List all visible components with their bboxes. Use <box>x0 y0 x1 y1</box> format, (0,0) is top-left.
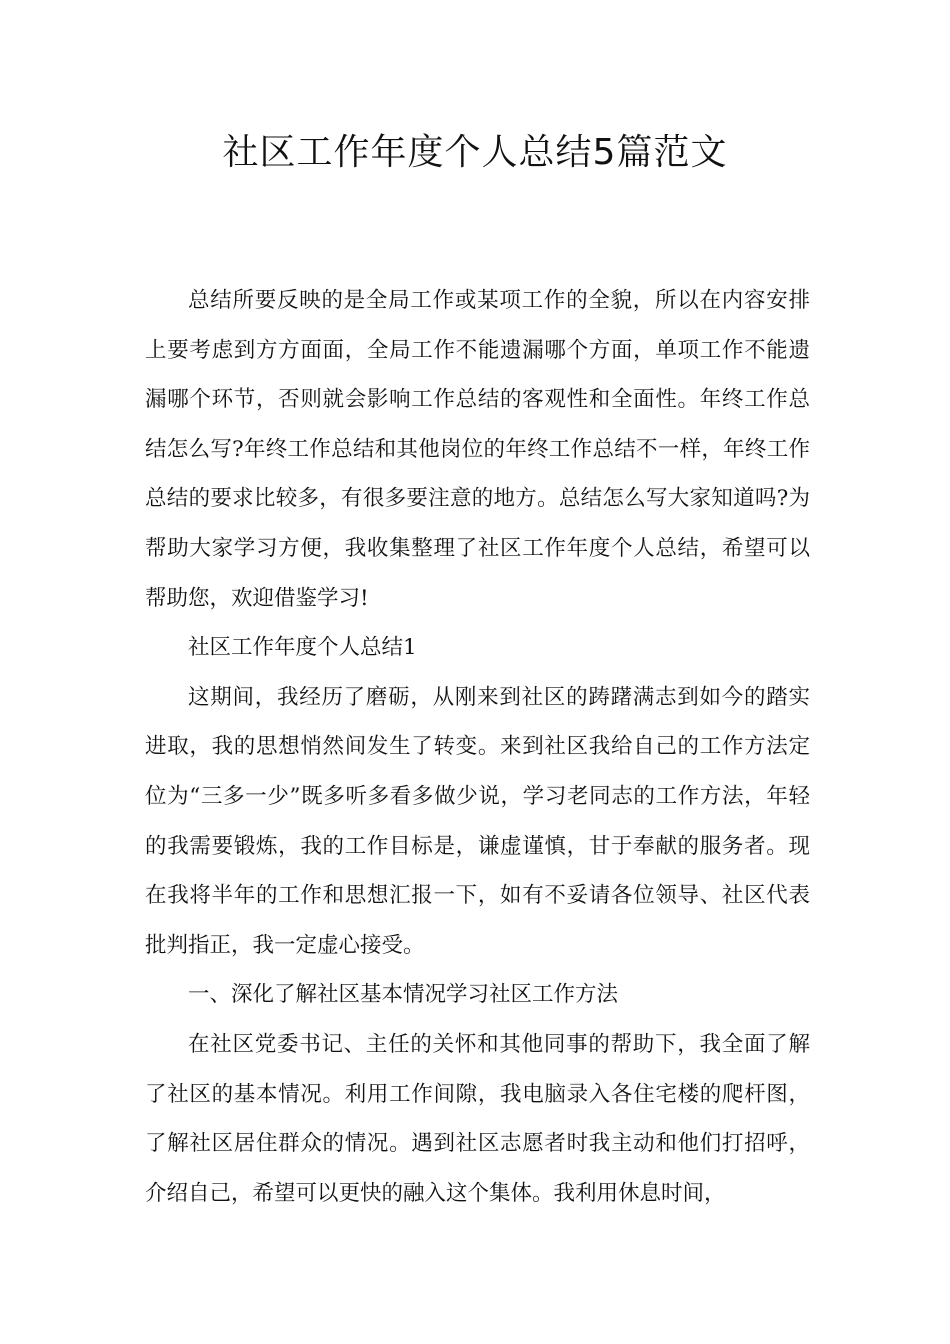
subsection-heading-1: 一、深化了解社区基本情况学习社区工作方法 <box>188 982 619 1008</box>
intro-paragraph: 总结所要反映的是全局工作或某项工作的全貌，所以在内容安排上要考虑到方方面面，全局工作不能遗漏哪个方面，单项工作不能遗漏哪个环节，否则就会影响工作总结的客观性和全面性。年终工作总结怎么写?年终工作总结和其他岗位的年终工作总结不一样，年终工作总结的要求比较多，有很多要注意的地方。总结怎么写大家知道吗?为帮助大家学习方便，我收集整理了社区工作年度个人总结，希望可以帮助您，欢迎借鉴学习! <box>145 288 810 611</box>
summary-1-paragraph: 这期间，我经历了磨砺，从刚来到社区的踌躇满志到如今的踏实进取，我的思想悄然间发生了转变。来到社区我给自己的工作方法定位为“三多一少”既多听多看多做少说，学习老同志的工作方法，年轻的我需要锻炼，我的工作目标是，谦虚谨慎，甘于奉献的服务者。现在我将半年的工作和思想汇报一下，如有不妥请各位领导、社区代表批判指正，我一定虚心接受。 <box>145 684 810 958</box>
subsection-1-paragraph: 在社区党委书记、主任的关怀和其他同事的帮助下，我全面了解了社区的基本情况。利用工作间隙，我电脑录入各住宅楼的爬杆图，了解社区居住群众的情况。遇到社区志愿者时我主动和他们打招呼，介绍自己，希望可以更快的融入这个集体。我利用休息时间， <box>145 1031 810 1206</box>
document-body <box>145 276 810 1218</box>
document-title: 社区工作年度个人总结5篇范文 <box>222 132 728 173</box>
section-heading-summary-1: 社区工作年度个人总结1 <box>188 635 417 661</box>
